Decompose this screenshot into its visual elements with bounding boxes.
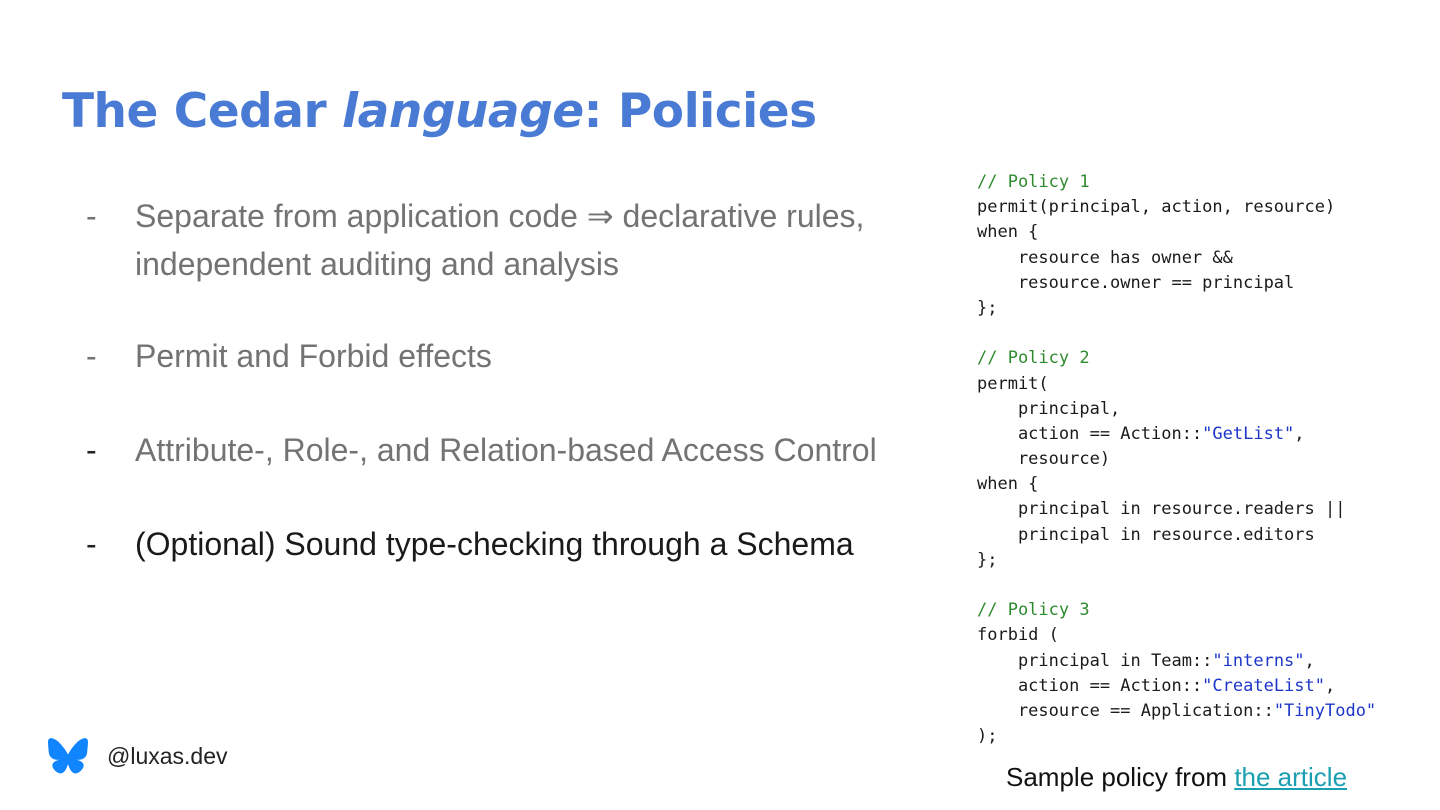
code-token: resource == Application:: [977,700,1274,721]
code-line [977,699,1376,724]
code-line [977,548,1376,573]
code-line [977,397,1376,422]
code-token: }; [977,297,998,318]
title-italic: language [342,84,584,139]
bluesky-butterfly-icon [48,738,88,774]
code-token: principal in Team:: [977,650,1213,671]
code-line [977,649,1376,674]
code-comment: // Policy 3 [977,600,1090,621]
code-token: principal in resource.readers || [977,499,1346,520]
bullet-item-access-control [86,426,946,474]
bullet-marker: - [86,338,97,374]
code-token: when { [977,474,1039,495]
article-link[interactable]: the article [1234,762,1348,792]
bullet-text-line: Attribute-, Role-, and Relation-based Access Control [135,432,877,468]
code-token: , [1325,675,1336,696]
code-token: when { [977,222,1039,243]
code-line [977,598,1376,623]
code-line [977,271,1376,296]
code-line [977,573,1376,598]
code-line [977,422,1376,447]
code-line [977,220,1376,245]
code-string: "interns" [1212,650,1305,671]
title-part1: The Cedar [62,84,343,139]
code-line [977,472,1376,497]
code-token: resource.owner == principal [977,272,1295,293]
bullet-item-separate [86,192,946,288]
code-line [977,296,1376,321]
bullet-text-line: Separate from application code ⇒ declarative rules, [135,198,865,234]
code-line [977,372,1376,397]
code-line [977,497,1376,522]
slide-title [62,84,817,139]
code-token: , [1304,650,1315,671]
code-line [977,321,1376,346]
code-string: "TinyTodo" [1273,700,1377,721]
bullet-marker: - [86,198,97,234]
code-line [977,623,1376,648]
bullet-text-line: independent auditing and analysis [135,246,619,282]
caption-prefix: Sample policy from [1006,762,1235,792]
code-token: permit(principal, action, resource) [977,197,1336,218]
code-string: "CreateList" [1202,675,1325,696]
code-token: }; [977,549,998,570]
code-token: resource has owner && [977,247,1233,268]
code-line [977,346,1376,371]
code-sample [977,170,1376,749]
code-string: "GetList" [1202,423,1295,444]
code-line [977,195,1376,220]
footer [48,738,228,774]
code-token: forbid ( [977,625,1059,646]
code-comment: // Policy 2 [977,348,1090,369]
code-token: resource) [977,449,1111,470]
bullet-marker: - [86,526,97,562]
bullet-item-type-checking [86,520,946,568]
code-token: action == Action:: [977,675,1203,696]
bullet-text-line: (Optional) Sound type-checking through a Schema [135,526,854,562]
title-part2: : Policies [583,84,817,139]
code-token: action == Action:: [977,423,1203,444]
code-token: , [1294,423,1305,444]
code-line [977,674,1376,699]
bullet-text-line: Permit and Forbid effects [135,338,492,374]
code-line [977,447,1376,472]
code-comment: // Policy 1 [977,172,1090,192]
code-line [977,246,1376,271]
code-line [977,523,1376,548]
code-token: permit( [977,373,1049,394]
caption [1006,762,1347,793]
code-token: principal, [977,398,1121,419]
code-token: principal in resource.editors [977,524,1315,545]
code-line [977,170,1376,195]
author-handle: @luxas.dev [107,742,228,769]
code-line [977,724,1376,749]
bullet-item-effects [86,332,946,380]
code-token: ); [977,726,998,747]
bullet-marker: - [86,432,97,468]
